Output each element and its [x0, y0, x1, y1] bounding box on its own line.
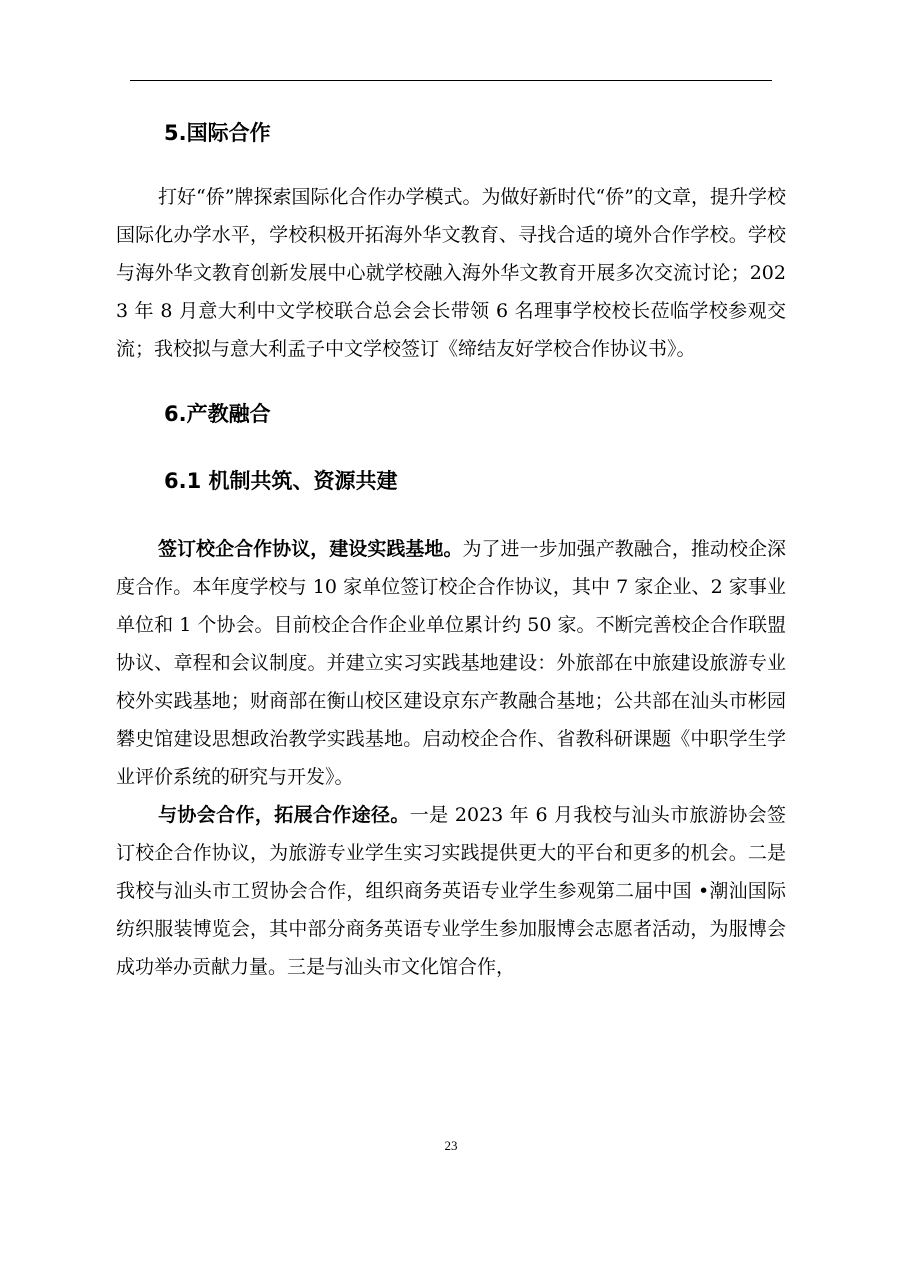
- section-heading-industry-education-integration: 6.产教融合: [164, 402, 271, 426]
- section-heading-international-cooperation: 5.国际合作: [164, 121, 271, 145]
- lead-sentence: 签订校企合作协议，建设实践基地。: [158, 538, 463, 560]
- paragraph-body: 为了进一步加强产教融合，推动校企深度合作。本年度学校与 10 家单位签订校企合作协议，其中 7 家企业、2 家事业单位和 1 个协会。目前校企合作企业单位累计约 50 家。不断完善校企合作联盟协议、章程和会议制度。并建立实习实践基地建设：外旅部在中旅建设旅游专业校外实践基地；财商部在衡山校区建设京东产教融合基地；公共部在汕头市彬园礬史馆建设思想政治教学实践基地。启动校企合作、省教科研课题《中职学生学业评价系统的研究与开发》。: [116, 538, 786, 788]
- sub-heading-mechanism-resources: 6.1 机制共筑、资源共建: [164, 469, 398, 493]
- paragraph-international-cooperation: 打好“侨”牌探索国际化合作办学模式。为做好新时代“侨”的文章，提升学校国际化办学水平，学校积极开拓海外华文教育、寻找合适的境外合作学校。学校与海外华文教育创新发展中心就学校融入海外华文教育开展多次交流讨论；2023 年 8 月意大利中文学校联合总会会长带领 6 名理事学校校长莅临学校参观交流；我校拟与意大利孟子中文学校签订《缔结友好学校合作协议书》。: [116, 186, 786, 360]
- page-number: 23: [444, 1138, 458, 1153]
- lead-sentence: 与协会合作，拓展合作途径。: [158, 804, 410, 826]
- paragraph-association-cooperation: [116, 796, 786, 986]
- paragraph-school-enterprise-agreements: [116, 530, 786, 796]
- header-rule: [130, 80, 772, 81]
- page-body: [116, 114, 786, 986]
- paragraph-body: 一是 2023 年 6 月我校与汕头市旅游协会签订校企合作协议，为旅游专业学生实习实践提供更大的平台和更多的机会。二是我校与汕头市工贸协会合作，组织商务英语专业学生参观第二届中国 •潮汕国际纺织服装博览会，其中部分商务英语专业学生参加服博会志愿者活动，为服博会成功举办贡献力量。三是与汕头市文化馆合作，: [116, 804, 786, 978]
